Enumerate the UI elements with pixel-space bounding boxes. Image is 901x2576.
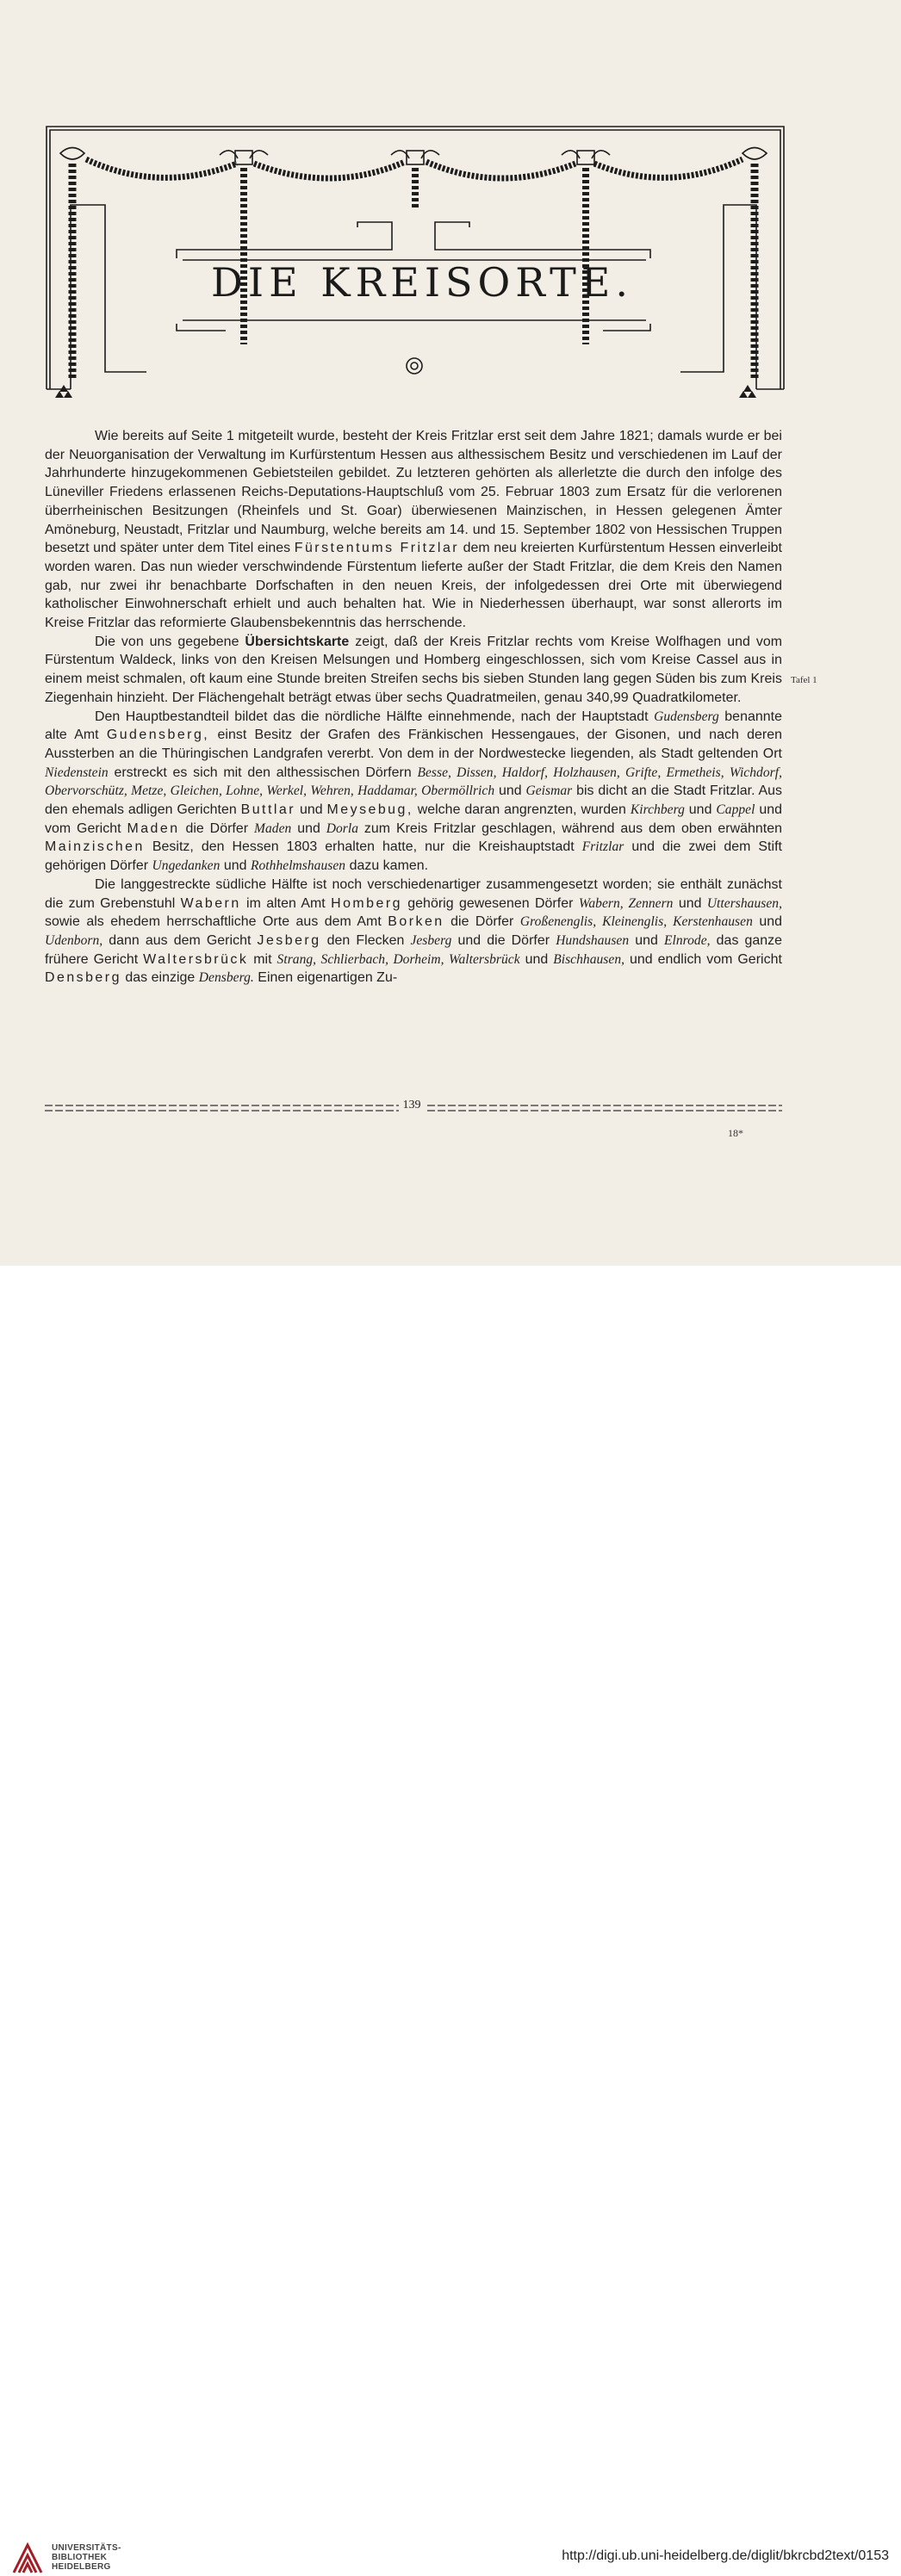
body-text [45, 427, 782, 988]
chapter-title: DIE KREISORTE. [211, 259, 633, 306]
paragraph-2: Die von uns gegebene Übersichtskarte zeigt, daß der Kreis Fritzlar rechts vom Kreise Wolfhagen und vom Fürstentum Waldeck, links von den Kreisen Melsungen und Homberg eingeschlossen, sich vom Kreise Cassel aus in einem meist schmalen, oft kaum eine Stunde breiten Streifen sechs bis sieben Stunden lang gegen Süden bis zum Kreis Ziegenhain hinzieht. Der Flächengehalt beträgt etwas über sechs Quadratmeilen, genau 340,99 Quadratkilometer. [45, 634, 783, 705]
library-line-2: BIBLIOTHEK [52, 2553, 108, 2562]
signature-mark: 18* [728, 1127, 743, 1139]
scanned-page [0, 0, 901, 1266]
library-line-3: HEIDELBERG [52, 2562, 111, 2572]
page-number: 139 [399, 1099, 425, 1112]
library-logo-icon [10, 2542, 45, 2576]
paragraph-1: Wie bereits auf Seite 1 mitgeteilt wurde, besteht der Kreis Fritzlar erst seit dem Jahre 1821; damals wurde er bei der Neuorganisation der Verwaltung im Kurfürstentum Hessen aus althessischem Besitz und verschiedenen im Lauf der Jahrhunderte hinzugekommenen Gebietsteilen gebildet. Zu letzteren gehörten als allerletzte die durch den infolge des Lüneviller Friedens erlassenen Reichs-Deputations-Hauptschluß vom 25. Februar 1803 zum Ersatz für die verlorenen überrheinischen Besitzungen (Rheinfels und St. Goar) überwiesenen Mainzischen, in Hessen gelegenen Ämter Amöneburg, Neustadt, Fritzlar und Naumburg, welche bereits am 14. und 15. September 1802 von Hessischen Truppen besetzt und später unter dem Titel eines Fürstentums Fritzlar dem neu kreierten Kurfürstentum Hessen einverleibt worden waren. Das nun wieder verschwindende Fürstentum lieferte außer der Stadt Fritzlar, die dem Kreis den Namen gab, nur zwei ihr benachbarte Dorfschaften in den neuen Kreis, der infolgedessen drei Orte mit überwiegend katholischer Einwohnerschaft erhielt und auch behalten hat. Wie in Niederhessen überhaupt, war sonst allerorts im Kreise Fritzlar das reformierte Glaubensbekenntnis das herrschende. [45, 429, 783, 631]
library-name [52, 2543, 121, 2572]
paragraph-3: Den Hauptbestandteil bildet das die nördliche Hälfte einnehmende, nach der Hauptstadt Gudensberg benannte alte Amt Gudensberg, einst Besitz der Grafen des Fränkischen Hessengaues, der Gisonen, und nach deren Aussterben an die Thüringischen Landgrafen vererbt. Von dem in der Nordwestecke liegenden, als Stadt geltenden Ort Niedenstein erstreckt es sich mit den althessischen Dörfern Besse, Dissen, Haldorf, Holzhausen, Grifte, Ermetheis, Wichdorf, Obervorschütz, Metze, Gleichen, Lohne, Werkel, Wehren, Haddamar, Obermöllrich und Geismar bis dicht an die Stadt Fritzlar. Aus den ehemals adligen Gerichten Buttlar und Meysebug, welche daran angrenzten, wurden Kirchberg und Cappel und vom Gericht Maden die Dörfer Maden und Dorla zum Kreis Fritzlar geschlagen, während aus dem oben erwähnten Mainzischen Besitz, den Hessen 1803 erhalten hatte, nur die Kreishauptstadt Fritzlar und die zwei dem Stift gehörigen Dörfer Ungedanken und Rothhelmshausen dazu kamen. [45, 709, 783, 874]
paragraph-4: Die langgestreckte südliche Hälfte ist noch verschiedenartiger zusammengesetzt worden; sie enthält zunächst die zum Grebenstuhl Wabern im alten Amt Homberg gehörig gewesenen Dörfer Wabern, Zennern und Uttershausen, sowie als ehedem herrschaftliche Orte aus dem Amt Borken die Dörfer Großenenglis, Kleinenglis, Kerstenhausen und Udenborn, dann aus dem Gericht Jesberg den Flecken Jesberg und die Dörfer Hundshausen und Elnrode, das ganze frühere Gericht Waltersbrück mit Strang, Schlierbach, Dorheim, Waltersbrück und Bischhausen, und endlich vom Gericht Densberg das einzige Densberg. Einen eigenartigen Zu- [45, 876, 783, 986]
footer-bar [0, 1266, 901, 2572]
library-line-1: UNIVERSITÄTS- [52, 2543, 121, 2553]
ornamental-heading-frame [0, 0, 901, 413]
margin-note: Tafel 1 [791, 675, 817, 685]
source-url-link[interactable]: http://digi.ub.uni-heidelberg.de/diglit/bkrcbd2text/0153 [562, 2548, 889, 2563]
